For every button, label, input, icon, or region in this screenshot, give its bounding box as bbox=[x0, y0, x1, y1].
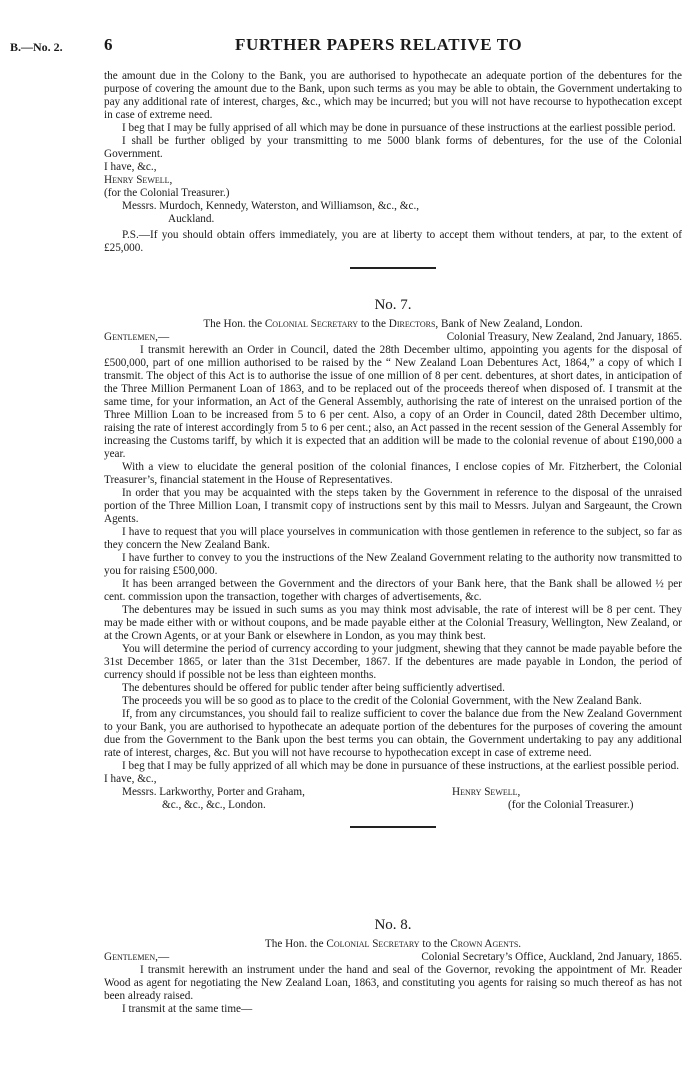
document-reference: B.—No. 2. bbox=[10, 40, 63, 54]
section-divider bbox=[350, 267, 436, 269]
signature-row bbox=[104, 786, 682, 799]
signer-role: (for the Colonial Treasurer.) bbox=[508, 799, 634, 811]
paragraph: I have to request that you will place yourselves in communication with those gentlemen in reference to the subject, so far as they concern the New Zealand Bank. bbox=[104, 526, 682, 551]
paragraph: I shall be further obliged by your transmitting to me 5000 blank forms of debentures, for the use of the Colonial Government. bbox=[104, 135, 682, 160]
dateline-row bbox=[104, 331, 682, 344]
paragraph: You will determine the period of currency according to your judgment, shewing that they cannot be made payable before the 31st December 1865, or later than the 31st December, 1867. If the debentures are made payable in London, the period of currency should if possible not be less than eighteen months. bbox=[104, 643, 682, 681]
paragraph: the amount due in the Colony to the Bank, you are authorised to hypothecate an adequate portion of the debentures for the purpose of covering the amount due to the Bank, upon such terms as you may be able to obtain, the Government undertaking to pay any additional rate of interest, charges, &c., which may be incurred; but you will not have recourse to hypothecation except in case of extreme need. bbox=[104, 70, 682, 121]
letter-subheading: The Hon. the Colonial Secretary to the Crown Agents. bbox=[264, 938, 522, 950]
paragraph: In order that you may be acquainted with the steps taken by the Government in reference to the disposal of the unraised portion of the Three Million Loan, I transmit copy of instructions sent by this mail to Messrs. Julyan and Sargeaunt, the Crown Agents. bbox=[104, 487, 682, 525]
paragraph: I transmit at the same time— bbox=[122, 1003, 253, 1015]
page-number: 6 bbox=[104, 35, 113, 54]
signature: Henry Sewell, bbox=[104, 174, 173, 186]
salutation: Gentlemen,— bbox=[104, 951, 170, 963]
postscript: P.S.—If you should obtain offers immediately, you are at liberty to accept them without tenders, at par, to the extent of £25,000. bbox=[104, 229, 682, 254]
running-title: FURTHER PAPERS RELATIVE TO bbox=[235, 35, 523, 54]
dateline-row bbox=[104, 951, 682, 964]
paragraph: The debentures should be offered for public tender after being sufficiently advertised. bbox=[122, 682, 505, 694]
letter-number: No. 7. bbox=[374, 297, 412, 313]
signature-row bbox=[104, 799, 682, 812]
page-header bbox=[0, 28, 700, 54]
letter-no-7 bbox=[104, 296, 682, 828]
addressee: Messrs. Murdoch, Kennedy, Waterston, and Williamson, &c., &c., bbox=[122, 200, 420, 212]
letter-no-8 bbox=[104, 916, 682, 1016]
paragraph: The proceeds you will be so good as to place to the credit of the Colonial Government, with the New Zealand Bank. bbox=[122, 695, 642, 707]
paragraph: I transmit herewith an instrument under the hand and seal of the Governor, revoking the appointment of Mr. Reader Wood as agent for negotiating the New Zealand Loan, 1863, and constituting you agents for raising so much thereof as has not been already raised. bbox=[104, 964, 682, 1002]
paragraph: I transmit herewith an Order in Council, dated the 28th December ultimo, appointing you agents for the disposal of £500,000, part of one million authorised to be raised by the “ New Zealand Loan Debentures Act, 1864,” a copy of which I transmit. The object of this Act is to authorise the issue of one million of 8 per cent. debentures, at short dates, in anticipation of the Three Million Permanent Loan of 1863, and to be replaced out of the proceeds thereof when disposed of. I transmit at the same time, for your information, an Act of the General Assembly, authorising the rate of interest on the unraised portion of the Three Million Loan to be increased from 5 to 6 per cent. Also, a copy of an Order in Council, dated 28th December ultimo, raising the rate of interest accordingly from 5 to 6 per cent.; also, an Act passed in the recent session of the General Assembly for increasing the Customs tariff, by which it is expected that an addition will be made to the colonial revenue of about £190,000 a year. bbox=[104, 344, 682, 460]
closing: I have, &c., bbox=[104, 161, 157, 173]
paragraph: I have further to convey to you the instructions of the New Zealand Government relating to the authority now transmitted to you for raising £500,000. bbox=[104, 552, 682, 577]
addressee-place: &c., &c., &c., London. bbox=[162, 799, 266, 811]
signature: Henry Sewell, bbox=[452, 786, 521, 798]
addressee: Messrs. Larkworthy, Porter and Graham, bbox=[122, 786, 305, 798]
paragraph: With a view to elucidate the general position of the colonial finances, I enclose copies of Mr. Fitzherbert, the Colonial Treasurer’s, financial statement in the House of Representatives. bbox=[104, 461, 682, 486]
section-divider bbox=[350, 826, 436, 828]
paragraph: I beg that I may be fully apprised of all which may be done in pursuance of these instructions at the earliest possible period. bbox=[122, 122, 676, 134]
dateline: Colonial Treasury, New Zealand, 2nd January, 1865. bbox=[446, 331, 682, 343]
paragraph: The debentures may be issued in such sums as you may think most advisable, the rate of interest will be 8 per cent. They may be made either with or without coupons, and be made payable either at the Colonial Treasury, Wellington, New Zealand, or at the Crown Agents, or at your Bank or elsewhere in London, as you may think best. bbox=[104, 604, 682, 642]
paragraph: If, from any circumstances, you should fail to realize sufficient to cover the balance due from the New Zealand Government to your Bank, you are authorised to hypothecate an adequate portion of the debentures for the purposes of covering the amount due from the Government to the Bank upon the best terms you can obtain, the Government undertaking to pay any additional rate of interest, charges, &c. But you will not have recourse to hypothecation except in case of extreme need. bbox=[104, 708, 682, 759]
continuation-section bbox=[104, 70, 682, 269]
paragraph: I beg that I may be fully apprized of all which may be done in pursuance of these instructions, at the earliest possible period. bbox=[122, 760, 680, 772]
addressee-place: Auckland. bbox=[168, 213, 215, 225]
salutation: Gentlemen,— bbox=[104, 331, 170, 343]
letter-subheading: The Hon. the Colonial Secretary to the Directors, Bank of New Zealand, London. bbox=[203, 318, 583, 330]
dateline: Colonial Secretary’s Office, Auckland, 2nd January, 1865. bbox=[421, 951, 682, 963]
paragraph: It has been arranged between the Government and the directors of your Bank here, that the Bank shall be allowed ½ per cent. commission upon the transaction, together with charges of advertisements, &c. bbox=[104, 578, 682, 603]
closing: I have, &c., bbox=[104, 773, 157, 785]
letter-number: No. 8. bbox=[374, 917, 412, 933]
signer-role: (for the Colonial Treasurer.) bbox=[104, 187, 230, 199]
